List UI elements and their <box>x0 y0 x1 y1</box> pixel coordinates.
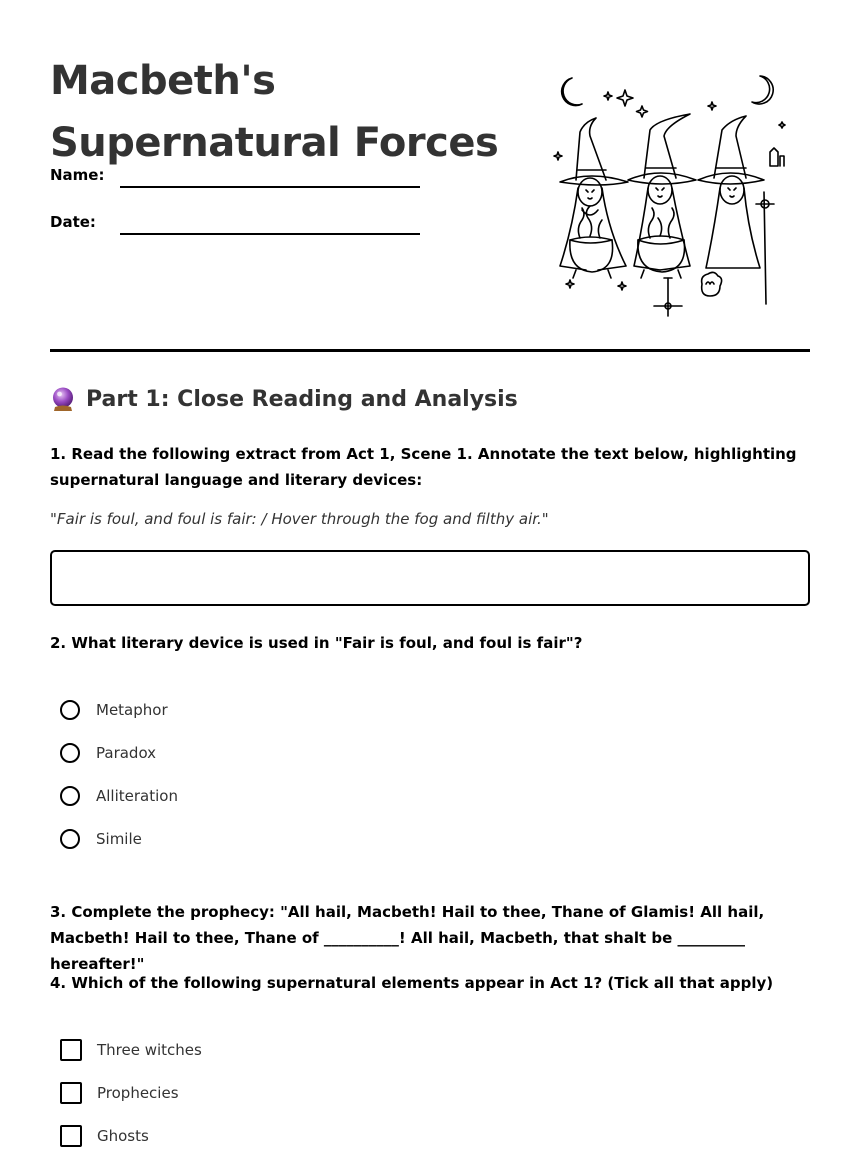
compass-icon <box>654 278 682 316</box>
option-label: Ghosts <box>97 1127 149 1145</box>
castle-icon <box>770 148 784 166</box>
question-4: 4. Which of the following supernatural elements appear in Act 1? (Tick all that apply) <box>50 974 774 992</box>
crystal-ball-icon <box>50 386 76 412</box>
star-icon <box>604 92 612 100</box>
jar-icon <box>702 272 722 296</box>
star-icon <box>708 102 716 110</box>
checkbox[interactable] <box>60 1125 82 1147</box>
star-icon <box>637 106 648 117</box>
option-three-witches[interactable] <box>60 1039 202 1061</box>
option-paradox[interactable] <box>60 743 156 763</box>
question-1: 1. Read the following extract from Act 1, Scene 1. Annotate the text below, highlighting supernatural language and literary devices: <box>50 445 797 489</box>
checkbox[interactable] <box>60 1039 82 1061</box>
option-simile[interactable] <box>60 829 142 849</box>
section-title-text: Part 1: Close Reading and Analysis <box>86 386 518 412</box>
date-field[interactable] <box>120 233 420 235</box>
moon-icon <box>752 76 773 104</box>
option-label: Simile <box>96 830 142 848</box>
option-label: Paradox <box>96 744 157 762</box>
star-icon <box>617 90 633 106</box>
radio-button[interactable] <box>60 743 80 763</box>
date-label: Date: <box>50 213 96 231</box>
section-title-part1 <box>50 386 518 412</box>
star-icon <box>566 280 574 288</box>
option-ghosts[interactable] <box>60 1125 149 1147</box>
header-divider <box>50 349 810 352</box>
option-alliteration[interactable] <box>60 786 178 806</box>
cauldron-left <box>570 206 613 278</box>
name-label: Name: <box>50 166 105 184</box>
option-label: Alliteration <box>96 787 178 805</box>
option-label: Metaphor <box>96 701 168 719</box>
quote-text: "Fair is foul, and foul is fair: / Hover through the fog and filthy air." <box>50 510 549 528</box>
option-label: Three witches <box>97 1041 202 1059</box>
question-2: 2. What literary device is used in "Fair is foul, and foul is fair"? <box>50 634 583 652</box>
annotation-answer-box[interactable] <box>50 550 810 606</box>
option-metaphor[interactable] <box>60 700 168 720</box>
witches-illustration <box>550 70 790 320</box>
star-icon <box>618 282 626 290</box>
option-label: Prophecies <box>97 1084 179 1102</box>
radio-button[interactable] <box>60 829 80 849</box>
star-icon <box>779 122 785 128</box>
moon-icon <box>562 78 582 106</box>
option-prophecies[interactable] <box>60 1082 179 1104</box>
radio-button[interactable] <box>60 786 80 806</box>
question-3: 3. Complete the prophecy: "All hail, Macbeth! Hail to thee, Thane of Glamis! All hail, Macbeth! Hail to thee, Thane of __________! All hail, Macbeth, that shalt be _________ hereafter!" <box>50 903 765 973</box>
checkbox[interactable] <box>60 1082 82 1104</box>
name-field[interactable] <box>120 186 420 188</box>
star-icon <box>554 152 562 160</box>
radio-button[interactable] <box>60 700 80 720</box>
witch-right <box>698 116 764 268</box>
worksheet-page <box>50 0 810 1161</box>
staff <box>756 192 774 304</box>
page-title: Macbeth's Supernatural Forces <box>50 58 499 166</box>
